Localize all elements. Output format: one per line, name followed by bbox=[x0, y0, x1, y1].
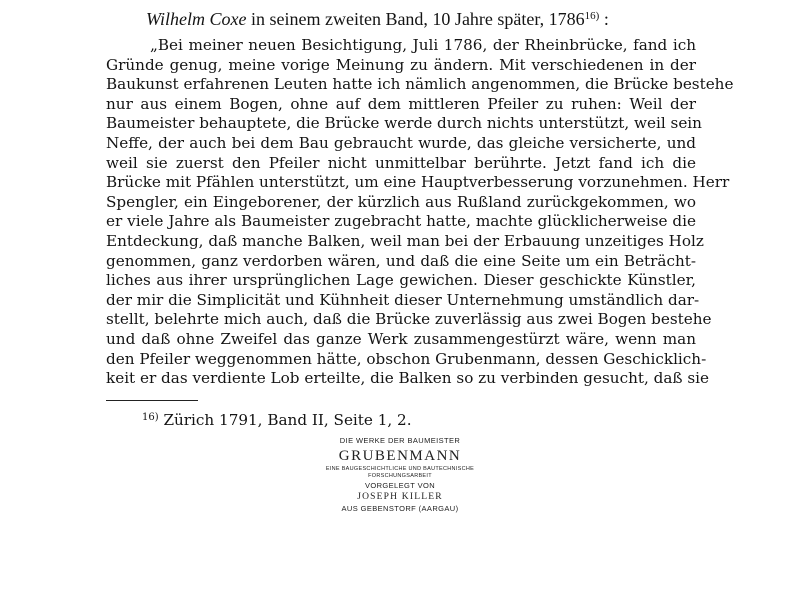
heading-text: in seinem zweiten Band, 10 Jahre später, 1786 bbox=[246, 9, 585, 29]
footnote-marker: 16) bbox=[142, 412, 159, 423]
quote-line: „Bei meiner neuen Besichtigung, Juli 1786, der Rheinbrücke, fand ich bbox=[150, 36, 696, 54]
quote-line: liches aus ihrer ursprünglichen Lage gewichen. Dieser geschickte Künstler, bbox=[106, 271, 696, 290]
section-heading bbox=[146, 4, 706, 31]
imprint-presented-by: VORGELEGT VON bbox=[364, 481, 436, 490]
heading-author: Wilhelm Coxe bbox=[146, 9, 247, 29]
quote-line: Entdeckung, daß manche Balken, weil man bei der Erbauung unzeitiges Holz bbox=[106, 232, 704, 250]
quote-line: keit er das verdiente Lob erteilte, die Balken so zu verbinden gesucht, daß sie bbox=[106, 369, 709, 388]
quote-line: Spengler, ein Eingeborener, der kürzlich aus Rußland zurückgekommen, wo bbox=[106, 192, 696, 211]
imprint-stamp bbox=[300, 436, 500, 513]
quote-line: genommen, ganz verdorben wären, und daß die eine Seite um ein Beträcht- bbox=[106, 251, 696, 270]
imprint-subtitle1: EINE BAUGESCHICHTLICHE UND BAUTECHNISCHE bbox=[325, 466, 475, 472]
imprint-origin: AUS GEBENSTORF (AARGAU) bbox=[341, 504, 459, 513]
quote-line: weil sie zuerst den Pfeiler nicht unmittelbar berührte. Jetzt fand ich die bbox=[106, 153, 696, 172]
imprint-subtitle2: FORSCHUNGSARBEIT bbox=[368, 472, 432, 479]
quote-line: Neffe, der auch bei dem Bau gebraucht wurde, das gleiche versicherte, und bbox=[106, 134, 696, 152]
footnote-text: Zürich 1791, Band II, Seite 1, 2. bbox=[158, 411, 412, 429]
quote-line: Baumeister behauptete, die Brücke werde durch nichts unterstützt, weil sein bbox=[106, 114, 702, 133]
imprint-author: JOSEPH KILLER bbox=[357, 492, 443, 502]
quote-line: und daß ohne Zweifel das ganze Werk zusammengestürzt wäre, wenn man bbox=[106, 330, 696, 348]
quote-line: stellt, belehrte mich auch, daß die Brücke zuverlässig aus zwei Bogen bestehe bbox=[106, 310, 712, 329]
imprint-line1: DIE WERKE DER BAUMEISTER bbox=[339, 436, 461, 445]
quote-line: nur aus einem Bogen, ohne auf dem mittleren Pfeiler zu ruhen: Weil der bbox=[106, 94, 696, 113]
heading-footnote-ref: 16) bbox=[584, 10, 600, 22]
quote-line: er viele Jahre als Baumeister zugebracht hatte, machte glücklicherweise die bbox=[106, 212, 696, 231]
footnote bbox=[142, 407, 412, 431]
quote-line: der mir die Simplicität und Kühnheit dieser Unternehmung umständlich dar- bbox=[106, 290, 700, 309]
quote-line: Baukunst erfahrenen Leuten hatte ich nämlich angenommen, die Brücke bestehe bbox=[106, 75, 734, 94]
quote-line: Gründe genug, meine vorige Meinung zu ändern. Mit verschiedenen in der bbox=[106, 55, 696, 74]
quote-line: Brücke mit Pfählen unterstützt, um eine Hauptverbesserung vorzunehmen. Herr bbox=[106, 173, 730, 192]
quote-line: den Pfeiler weggenommen hätte, obschon Grubenmann, dessen Geschicklich- bbox=[106, 349, 707, 368]
heading-end: : bbox=[599, 9, 609, 29]
imprint-title: GRUBENMANN bbox=[338, 448, 462, 464]
footnote-divider bbox=[106, 400, 198, 401]
